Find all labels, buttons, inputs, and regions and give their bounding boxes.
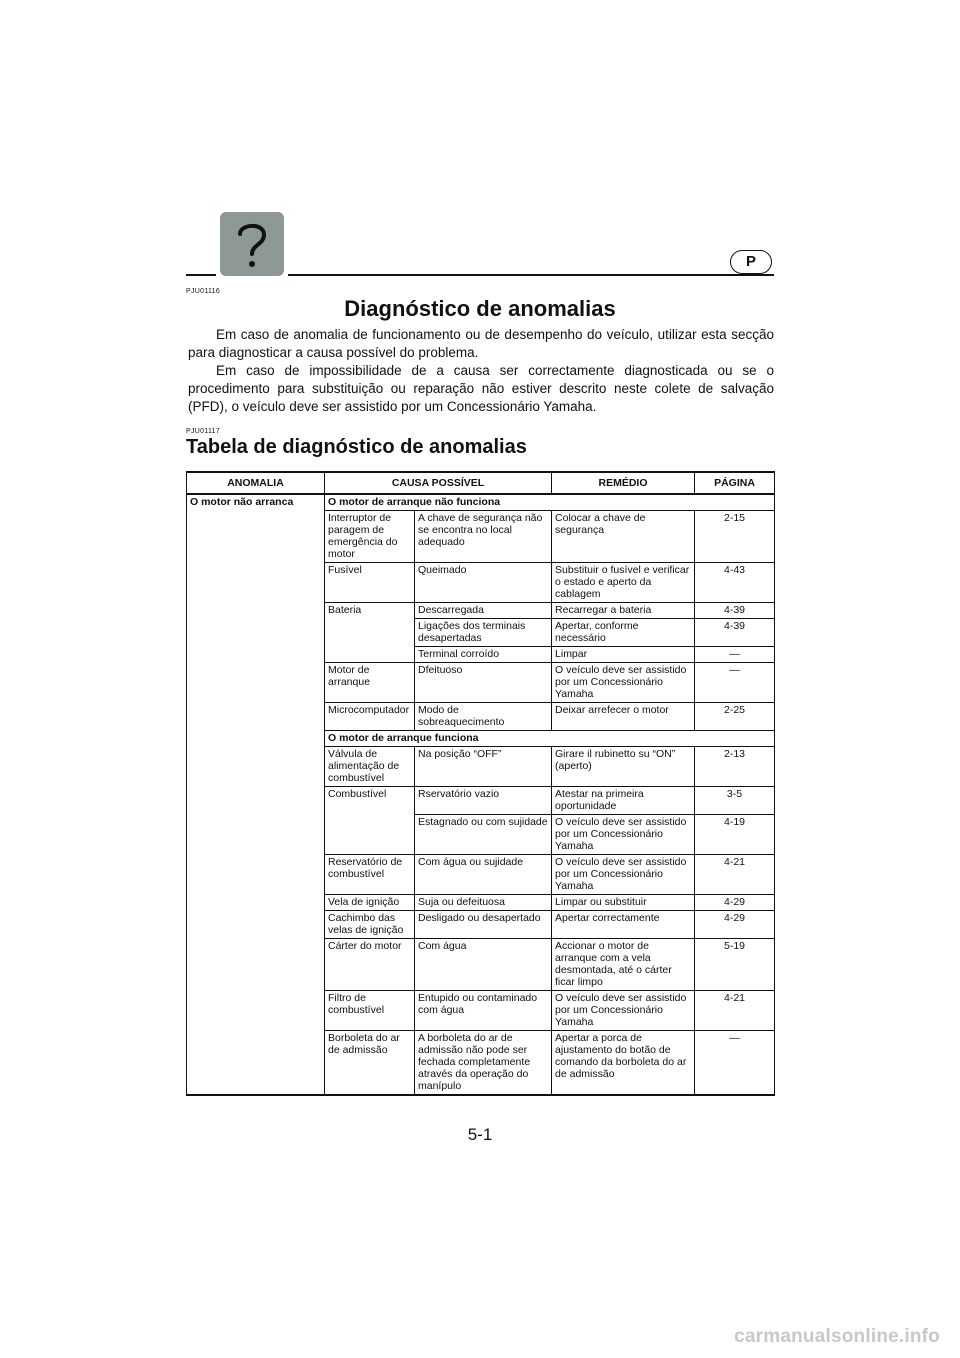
component-cell: Filtro de combustível [325,991,415,1031]
remedy-cell: Colocar a chave de segurança [552,511,695,563]
intro-paragraph: Em caso de anomalia de funcionamento ou de desempenho do veículo, utilizar esta secção para diagnosticar a causa possível do problema. [188,327,774,360]
page-cell: 2-25 [695,703,775,731]
page-cell: 4-39 [695,603,775,619]
page-title: Diagnóstico de anomalias [344,296,616,321]
header-rule-left [186,274,216,276]
column-header: ANOMALIA [187,472,325,494]
cause-cell: Desligado ou desapertado [415,911,552,939]
component-cell: Interruptor de paragem de emergência do motor [325,511,415,563]
cause-cell: Entupido ou contaminado com água [415,991,552,1031]
intro-paragraph: Em caso de impossibilidade de a causa ser correctamente diagnosticada ou se o procedimento para substituição ou reparação não estiver descrito neste colete de salvação (PFD), o veículo deve ser assistido por um Concessionário Yamaha. [188,363,774,414]
component-cell: Microcomputador [325,703,415,731]
page-cell: 2-13 [695,747,775,787]
cause-cell: Com água [415,939,552,991]
anomaly-cell: O motor não arranca [187,494,325,1095]
remedy-cell: Apertar, conforme necessário [552,619,695,647]
group-title: O motor de arranque funciona [325,731,775,747]
component-cell: Bateria [325,603,415,663]
cause-cell: Ligações dos terminais desapertadas [415,619,552,647]
remedy-cell: O veículo deve ser assistido por um Concessionário Yamaha [552,855,695,895]
component-cell: Vela de ignição [325,895,415,911]
remedy-cell: Limpar ou substituir [552,895,695,911]
remedy-cell: Accionar o motor de arranque com a vela desmontada, até o cárter ficar limpo [552,939,695,991]
cause-cell: Dfeituoso [415,663,552,703]
page-cell: 4-29 [695,895,775,911]
cause-cell: Com água ou sujidade [415,855,552,895]
page-cell: 4-21 [695,855,775,895]
remedy-cell: O veículo deve ser assistido por um Concessionário Yamaha [552,991,695,1031]
remedy-cell: Girare il rubinetto su “ON” (aperto) [552,747,695,787]
component-cell: Borboleta do ar de admissão [325,1031,415,1096]
diagnosis-table [186,471,775,1096]
component-cell: Cachimbo das velas de ignição [325,911,415,939]
cause-cell: Na posição “OFF” [415,747,552,787]
cause-cell: A chave de segurança não se encontra no local adequado [415,511,552,563]
column-header: CAUSA POSSÍVEL [325,472,552,494]
page-cell: 5-19 [695,939,775,991]
column-header: REMÉDIO [552,472,695,494]
column-header: PÁGINA [695,472,775,494]
page-cell: 2-15 [695,511,775,563]
group-title: O motor de arranque não funciona [325,494,775,511]
intro-text [188,326,774,416]
page-cell: — [695,663,775,703]
remedy-cell: Apertar a porca de ajustamento do botão de comando da borboleta do ar de admissão [552,1031,695,1096]
cause-cell: Suja ou defeituosa [415,895,552,911]
section-title: Tabela de diagnóstico de anomalias [186,436,527,458]
remedy-cell: O veículo deve ser assistido por um Concessionário Yamaha [552,663,695,703]
remedy-cell: Substituir o fusível e verificar o estado e aperto da cablagem [552,563,695,603]
cause-cell: Modo de sobreaquecimento [415,703,552,731]
page-cell: — [695,1031,775,1096]
page-cell: 4-39 [695,619,775,647]
component-cell: Válvula de alimentação de combustível [325,747,415,787]
table-header-row [187,472,775,494]
remedy-cell: Atestar na primeira oportunidade [552,787,695,815]
language-badge: P [730,250,772,274]
cause-cell: Queimado [415,563,552,603]
cause-cell: Rservatório vazio [415,787,552,815]
remedy-cell: O veículo deve ser assistido por um Concessionário Yamaha [552,815,695,855]
cause-cell: A borboleta do ar de admissão não pode ser fechada completamente através da operação do manípulo [415,1031,552,1096]
page-cell: 4-19 [695,815,775,855]
page-cell: 3-5 [695,787,775,815]
remedy-cell: Deixar arrefecer o motor [552,703,695,731]
component-cell: Reservatório de combustível [325,855,415,895]
remedy-cell: Recarregar a bateria [552,603,695,619]
page-cell: 4-43 [695,563,775,603]
page-number: 5-1 [467,1125,493,1144]
page-cell: — [695,647,775,663]
page-cell: 4-21 [695,991,775,1031]
cause-cell: Estagnado ou com sujidade [415,815,552,855]
section-code: PJU01117 [186,428,221,435]
page-cell: 4-29 [695,911,775,939]
group-row [187,494,775,511]
section-code: PJU01116 [186,288,221,295]
component-cell: Cárter do motor [325,939,415,991]
component-cell: Motor de arranque [325,663,415,703]
remedy-cell: Limpar [552,647,695,663]
question-mark-icon [220,212,284,276]
remedy-cell: Apertar correctamente [552,911,695,939]
component-cell: Fusível [325,563,415,603]
component-cell: Combustível [325,787,415,855]
header-rule-right [288,274,774,276]
cause-cell: Terminal corroído [415,647,552,663]
watermark: carmanualsonline.info [734,1326,940,1347]
cause-cell: Descarregada [415,603,552,619]
